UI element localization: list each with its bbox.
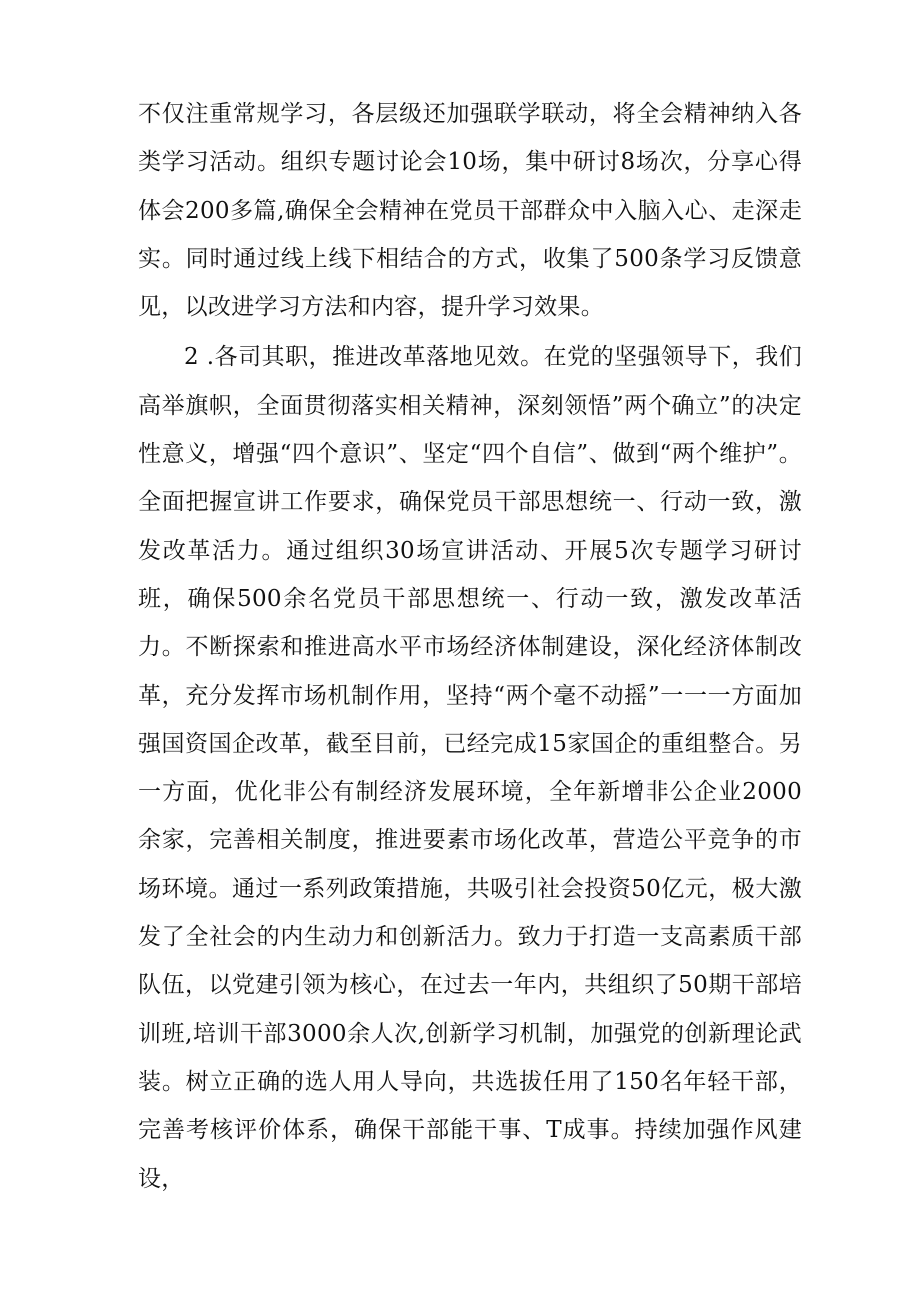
- paragraph-reform-implementation: 2 .各司其职，推进改革落地见效。在党的坚强领导下，我们高举旗帜，全面贯彻落实相关精神，深刻领悟”两个确立”的决定性意义，增强“四个意识”、坚定“四个自信”、做到“两个维护”。全面把握宣讲工作要求，确保党员干部思想统一、行动一致，激发改革活力。通过组织30场宣讲活动、开展5次专题学习研讨班，确保500余名党员干部思想统一、行动一致，激发改革活力。不断探索和推进高水平市场经济体制建设，深化经济体制改革，充分发挥市场机制作用，坚持“两个毫不动摇”一一一方面加强国资国企改革，截至目前，已经完成15家国企的重组整合。另一方面，优化非公有制经济发展环境，全年新增非公企业2000余家，完善相关制度，推进要素市场化改革，营造公平竞争的市场环境。通过一系列政策措施，共吸引社会投资50亿元，极大激发了全社会的内生动力和创新活力。致力于打造一支高素质干部队伍，以党建引领为核心，在过去一年内，共组织了50期干部培训班,培训干部3000余人次,创新学习机制，加强党的创新理论武装。树立正确的选人用人导向，共选拔任用了150名年轻干部，完善考核评价体系，确保干部能干事、T成事。持续加强作风建设，: [138, 344, 802, 1192]
- paragraph-study-activities: 不仅注重常规学习，各层级还加强联学联动，将全会精神纳入各类学习活动。组织专题讨论会10场，集中研讨8场次，分享心得体会200多篇,确保全会精神在党员干部群众中入脑入心、走深走实。同时通过线上线下相结合的方式，收集了500条学习反馈意见，以改进学习方法和内容，提升学习效果。: [138, 101, 802, 321]
- document-body: [138, 90, 802, 1203]
